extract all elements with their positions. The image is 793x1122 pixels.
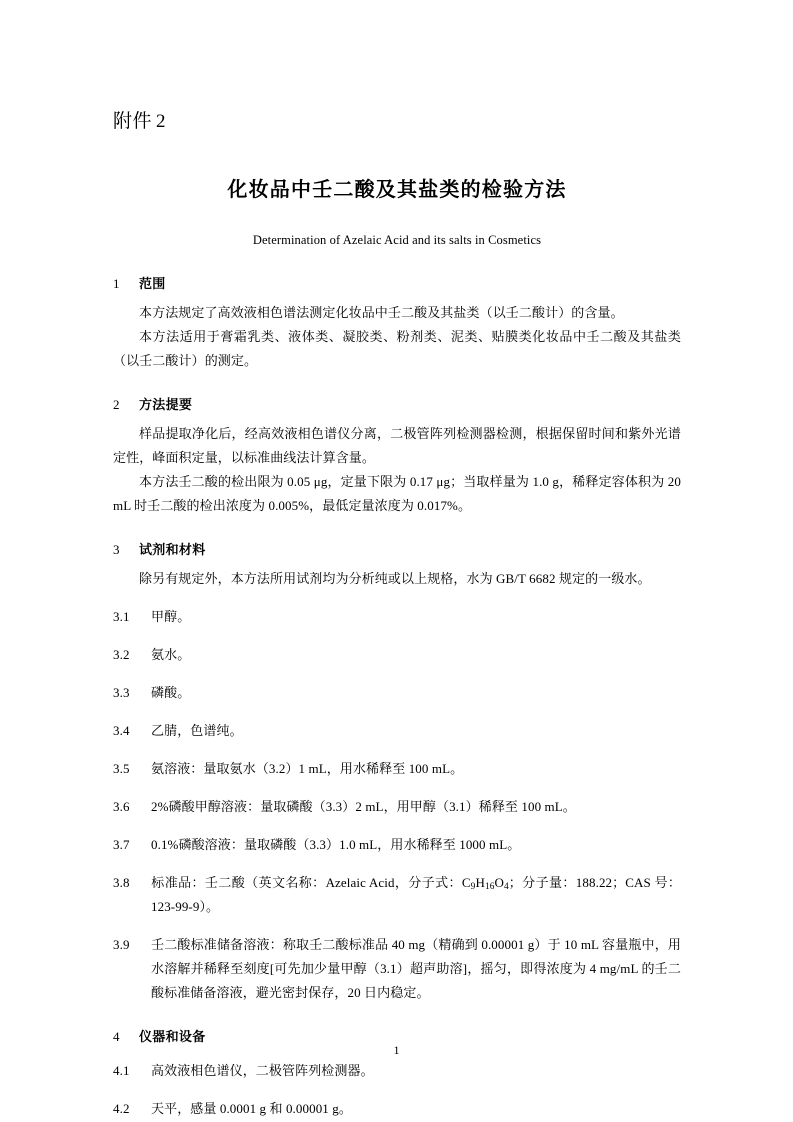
list-item: [113, 605, 681, 629]
section-number: 4: [113, 1029, 120, 1044]
list-item: [113, 795, 681, 819]
list-item: [113, 933, 681, 1005]
formula-element-o: O: [494, 875, 504, 890]
paragraph: 除另有规定外，本方法所用试剂均为分析纯或以上规格，水为 GB/T 6682 规定的一级水。: [139, 571, 651, 586]
item-index: 4.1: [113, 1063, 130, 1078]
section-heading-label: 方法提要: [139, 397, 193, 412]
item-text: 磷酸。: [151, 685, 191, 700]
formula-subscript-c: 9: [470, 882, 476, 893]
item-index: 3.2: [113, 647, 130, 662]
list-item: [113, 757, 681, 781]
item-text: 高效液相色谱仪，二极管阵列检测器。: [151, 1063, 374, 1078]
item-text-prefix: 标准品：壬二酸（英文名称：Azelaic Acid，分子式：C: [151, 875, 471, 890]
section-heading-label: 范围: [139, 276, 166, 291]
item-index: 3.1: [113, 609, 130, 624]
item-text: 甲醇。: [151, 609, 191, 624]
item-text: 0.1%磷酸溶液：量取磷酸（3.3）1.0 mL，用水稀释至 1000 mL。: [151, 837, 521, 852]
item-index: 3.3: [113, 685, 130, 700]
item-text: 氨水。: [151, 647, 191, 662]
formula-subscript-o: 4: [504, 882, 509, 893]
item-text-suffix: ；分子量：188.22；CAS 号：123-99-9）。: [151, 875, 682, 914]
item-index: 3.8: [113, 875, 130, 890]
section-heading-reagents: [113, 539, 681, 558]
list-item: [113, 643, 681, 667]
formula-element-h: H: [475, 875, 485, 890]
list-item: [113, 1059, 681, 1083]
list-item: [113, 681, 681, 705]
item-text: 2%磷酸甲醇溶液：量取磷酸（3.3）2 mL，用甲醇（3.1）稀释至 100 mL。: [151, 799, 576, 814]
list-item-standard-substance: [113, 871, 681, 919]
item-text: 乙腈，色谱纯。: [151, 723, 243, 738]
section-heading-label: 试剂和材料: [139, 542, 206, 557]
item-index: 3.6: [113, 799, 130, 814]
paragraph: 本方法壬二酸的检出限为 0.05 μg，定量下限为 0.17 μg；当取样量为 1.0 g，稀释定容体积为 20 mL 时壬二酸的检出浓度为 0.005%，最低定量浓度为 0.017%。: [113, 474, 681, 513]
list-item: [113, 1097, 681, 1121]
item-index: 3.4: [113, 723, 130, 738]
formula-subscript-h: 16: [484, 882, 495, 893]
paragraph: 本方法规定了高效液相色谱法测定化妆品中壬二酸及其盐类（以壬二酸计）的含量。: [139, 305, 624, 320]
page-number: 1: [393, 1043, 400, 1057]
list-item: [113, 719, 681, 743]
page-subtitle-english: Determination of Azelaic Acid and its salts in Cosmetics: [252, 233, 542, 247]
item-text: 天平，感量 0.0001 g 和 0.00001 g。: [151, 1101, 352, 1116]
paragraph: 样品提取净化后，经高效液相色谱仪分离，二极管阵列检测器检测，根据保留时间和紫外光谱定性，峰面积定量，以标准曲线法计算含量。: [113, 426, 681, 465]
page-title: 化妆品中壬二酸及其盐类的检验方法: [227, 179, 567, 201]
paragraph: 本方法适用于膏霜乳类、液体类、凝胶类、粉剂类、泥类、贴膜类化妆品中壬二酸及其盐类（以壬二酸计）的测定。: [113, 329, 681, 368]
list-item: [113, 833, 681, 857]
item-index: 3.7: [113, 837, 130, 852]
section-heading-method-summary: [113, 394, 681, 413]
attachment-label: [113, 0, 681, 131]
section-number: 3: [113, 542, 120, 557]
item-text: 壬二酸标准储备溶液：称取壬二酸标准品 40 mg（精确到 0.00001 g）于 10 mL 容量瓶中，用水溶解并稀释至刻度[可先加少量甲醇（3.1）超声助溶]，摇匀，即得浓度为 4 mg/mL 的壬二酸标准储备溶液，避光密封保存，20 日内稳定。: [151, 937, 681, 1000]
item-text: 氨溶液：量取氨水（3.2）1 mL，用水稀释至 100 mL。: [151, 761, 464, 776]
item-index: 3.9: [113, 937, 130, 952]
section-heading-scope: [113, 273, 681, 292]
attachment-label-text: 附件: [113, 111, 153, 132]
item-index: 4.2: [113, 1101, 130, 1116]
document-content: [113, 0, 681, 1121]
item-index: 3.5: [113, 761, 130, 776]
section-number: 1: [113, 276, 120, 291]
attachment-number: 2: [156, 111, 167, 132]
section-heading-label: 仪器和设备: [139, 1029, 206, 1044]
section-number: 2: [113, 397, 120, 412]
